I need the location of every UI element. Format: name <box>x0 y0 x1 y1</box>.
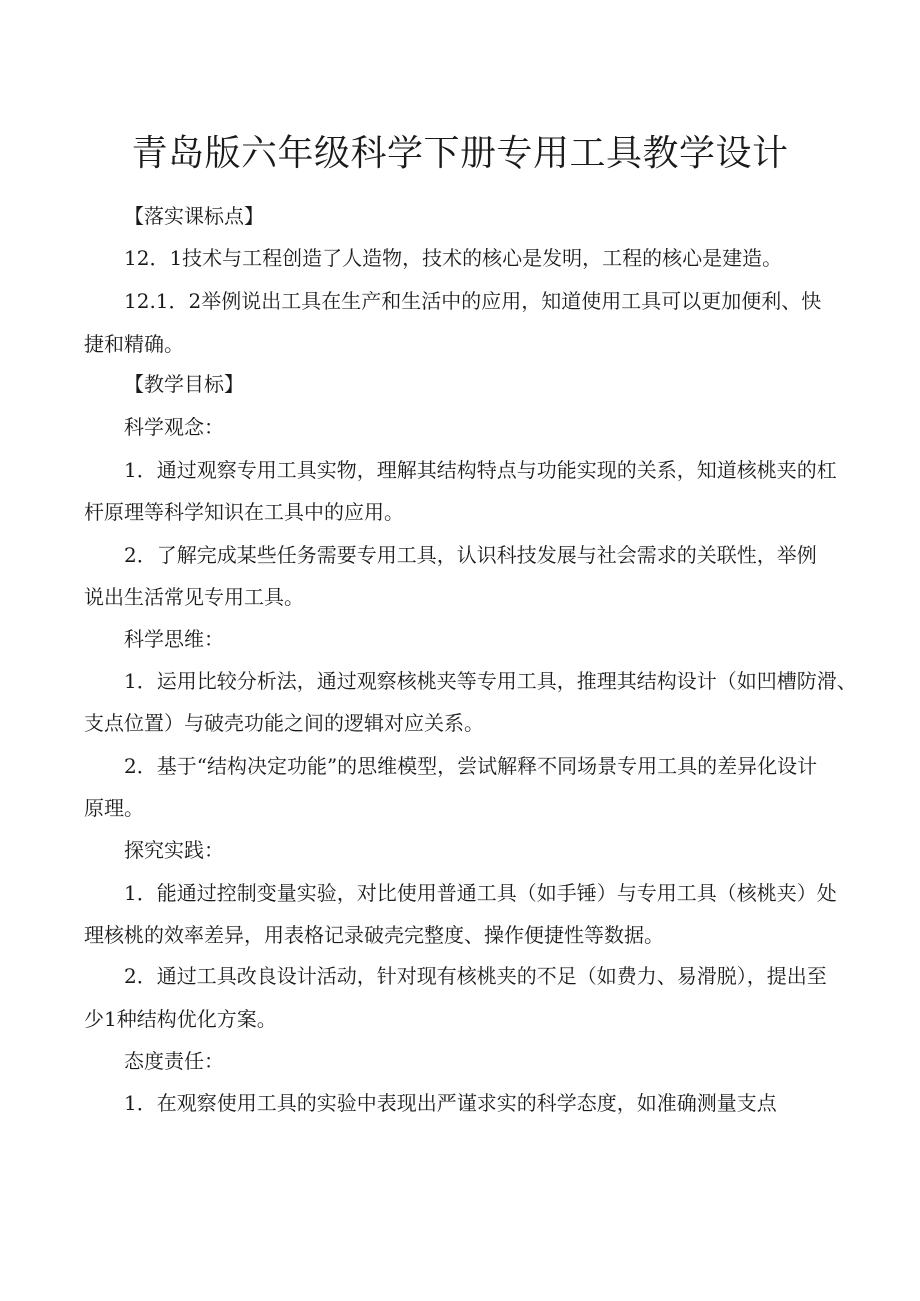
objectives-heading: 【教学目标】 <box>124 372 244 396</box>
attitude-item-1-line-1: 1．在观察使用工具的实验中表现出严谨求实的科学态度，如准确测量支点 <box>124 1091 777 1115</box>
thinking-item-1-line-1: 1．运用比较分析法，通过观察核桃夹等专用工具，推理其结构设计（如凹槽防滑、 <box>124 669 857 693</box>
thinking-item-2-line-1: 2．基于“结构决定功能”的思维模型，尝试解释不同场景专用工具的差异化设计 <box>124 754 818 778</box>
concept-item-2-line-2: 说出生活常见专用工具。 <box>84 585 304 609</box>
standards-point-2-line-1: 12.1．2举例说出工具在生产和生活中的应用，知道使用工具可以更加便利、快 <box>124 289 822 313</box>
standards-point-1: 12．1技术与工程创造了人造物，技术的核心是发明，工程的核心是建造。 <box>124 246 783 270</box>
concept-item-1-line-1: 1．通过观察专用工具实物，理解其结构特点与功能实现的关系，知道核桃夹的杠 <box>124 458 837 482</box>
concept-item-1-line-2: 杆原理等科学知识在工具中的应用。 <box>84 500 404 524</box>
practice-item-1-line-2: 理核桃的效率差异，用表格记录破壳完整度、操作便捷性等数据。 <box>84 923 664 947</box>
concept-label: 科学观念： <box>124 415 224 439</box>
practice-item-2-line-1: 2．通过工具改良设计活动，针对现有核桃夹的不足（如费力、易滑脱），提出至 <box>124 964 827 988</box>
thinking-item-1-line-2: 支点位置）与破壳功能之间的逻辑对应关系。 <box>84 711 484 735</box>
document-title: 青岛版六年级科学下册专用工具教学设计 <box>131 133 789 174</box>
thinking-label: 科学思维： <box>124 627 224 651</box>
practice-item-1-line-1: 1．能通过控制变量实验，对比使用普通工具（如手锤）与专用工具（核桃夹）处 <box>124 881 837 905</box>
thinking-item-2-line-2: 原理。 <box>84 796 144 820</box>
concept-item-2-line-1: 2．了解完成某些任务需要专用工具，认识科技发展与社会需求的关联性，举例 <box>124 543 817 567</box>
standards-point-2-line-2: 捷和精确。 <box>84 332 184 356</box>
attitude-label: 态度责任： <box>124 1049 224 1073</box>
standards-heading: 【落实课标点】 <box>124 204 264 228</box>
practice-label: 探究实践： <box>124 838 224 862</box>
practice-item-2-line-2: 少1种结构优化方案。 <box>84 1007 277 1031</box>
